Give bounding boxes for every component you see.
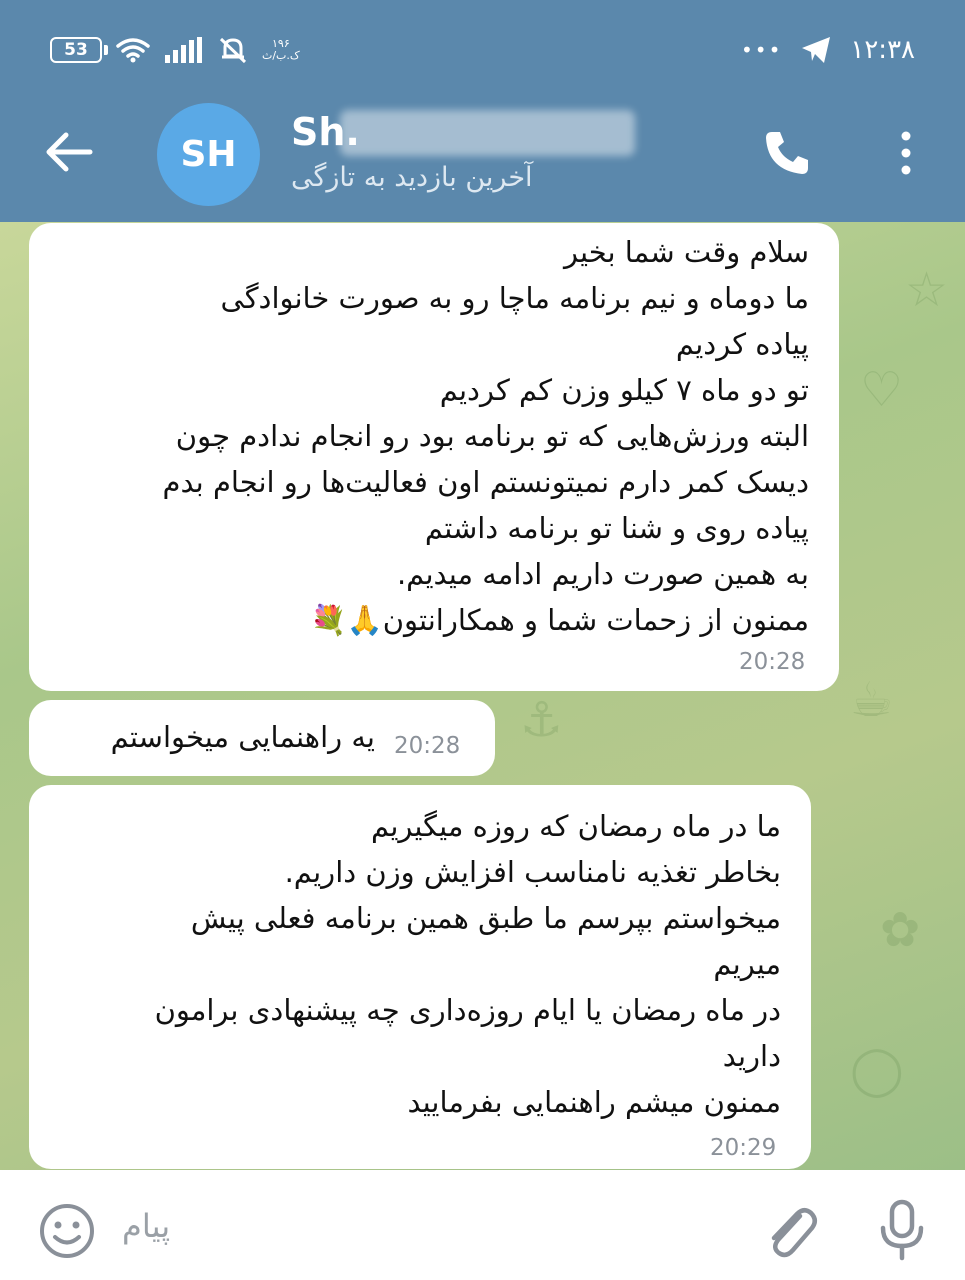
more-menu-icon[interactable] [895, 128, 917, 178]
doodle-flower-icon: ✿ [880, 902, 921, 958]
message-time: 20:28 [739, 649, 806, 675]
message-bubble[interactable] [29, 223, 839, 691]
attach-icon[interactable] [760, 1200, 818, 1262]
message-input[interactable]: پیام [122, 1207, 171, 1245]
redacted-name-blur [340, 110, 635, 156]
message-text: یه راهنمایی میخواستم [110, 720, 375, 754]
status-bar-right [741, 30, 915, 70]
mute-bell-icon [218, 36, 248, 64]
wifi-icon [116, 37, 150, 63]
emoji-icon[interactable] [38, 1202, 96, 1260]
doodle-circle-icon: ◯ [850, 1042, 904, 1098]
message-time: 20:28 [394, 733, 461, 759]
telegram-icon [800, 36, 832, 64]
battery-icon: 53 [50, 37, 102, 63]
doodle-heart-icon: ♡ [860, 362, 904, 418]
back-arrow-icon[interactable] [44, 130, 94, 174]
message-time: 20:29 [710, 1135, 777, 1161]
avatar[interactable]: SH [157, 103, 260, 206]
doodle-cup-icon: ☕ [850, 672, 894, 728]
phone-call-icon[interactable] [762, 128, 812, 178]
message-text: ما در ماه رمضان که روزه میگیریم بخاطر تغذیه نامناسب افزایش وزن داریم. میخواستم بپرسم ما طبق همین برنامه فعلی پیش میریم در ماه رمضان یا ایام روزه‌داری چه پیشنهادی برامون دارید ممنون میشم راهنمایی بفرمایید [154, 809, 781, 1119]
message-bubble[interactable] [29, 785, 811, 1169]
data-speed-indicator: ۱۹۶ ک.ب/ث [262, 37, 300, 62]
contact-name[interactable]: Sh. [291, 110, 360, 154]
more-notifications-icon: ••• [740, 38, 783, 62]
signal-icon [164, 37, 204, 63]
status-bar-left [50, 30, 300, 70]
doodle-hook-icon: ⚓ [520, 692, 564, 748]
app-header [0, 0, 965, 222]
message-bubble[interactable] [29, 700, 495, 776]
last-seen-status: آخرین بازدید به تازگی [291, 162, 533, 193]
clock: ۱۲:۳۸ [850, 35, 915, 65]
doodle-star-icon: ☆ [905, 262, 949, 318]
message-text: سلام وقت شما بخیر ما دوماه و نیم برنامه ماچا رو به صورت خانوادگی پیاده کردیم تو دو ماه ۷ کیلو وزن کم کردیم البته ورزش‌هایی که تو برنامه بود رو انجام ندادم چون دیسک کمر دارم نمیتونستم اون فعالیت‌ها رو انجام بدم پیاده روی و شنا تو برنامه داشتم به همین صورت داریم ادامه میدیم. ممنون از زحمات شما و همکارانتون🙏💐 [162, 235, 809, 637]
microphone-icon[interactable] [875, 1198, 929, 1262]
